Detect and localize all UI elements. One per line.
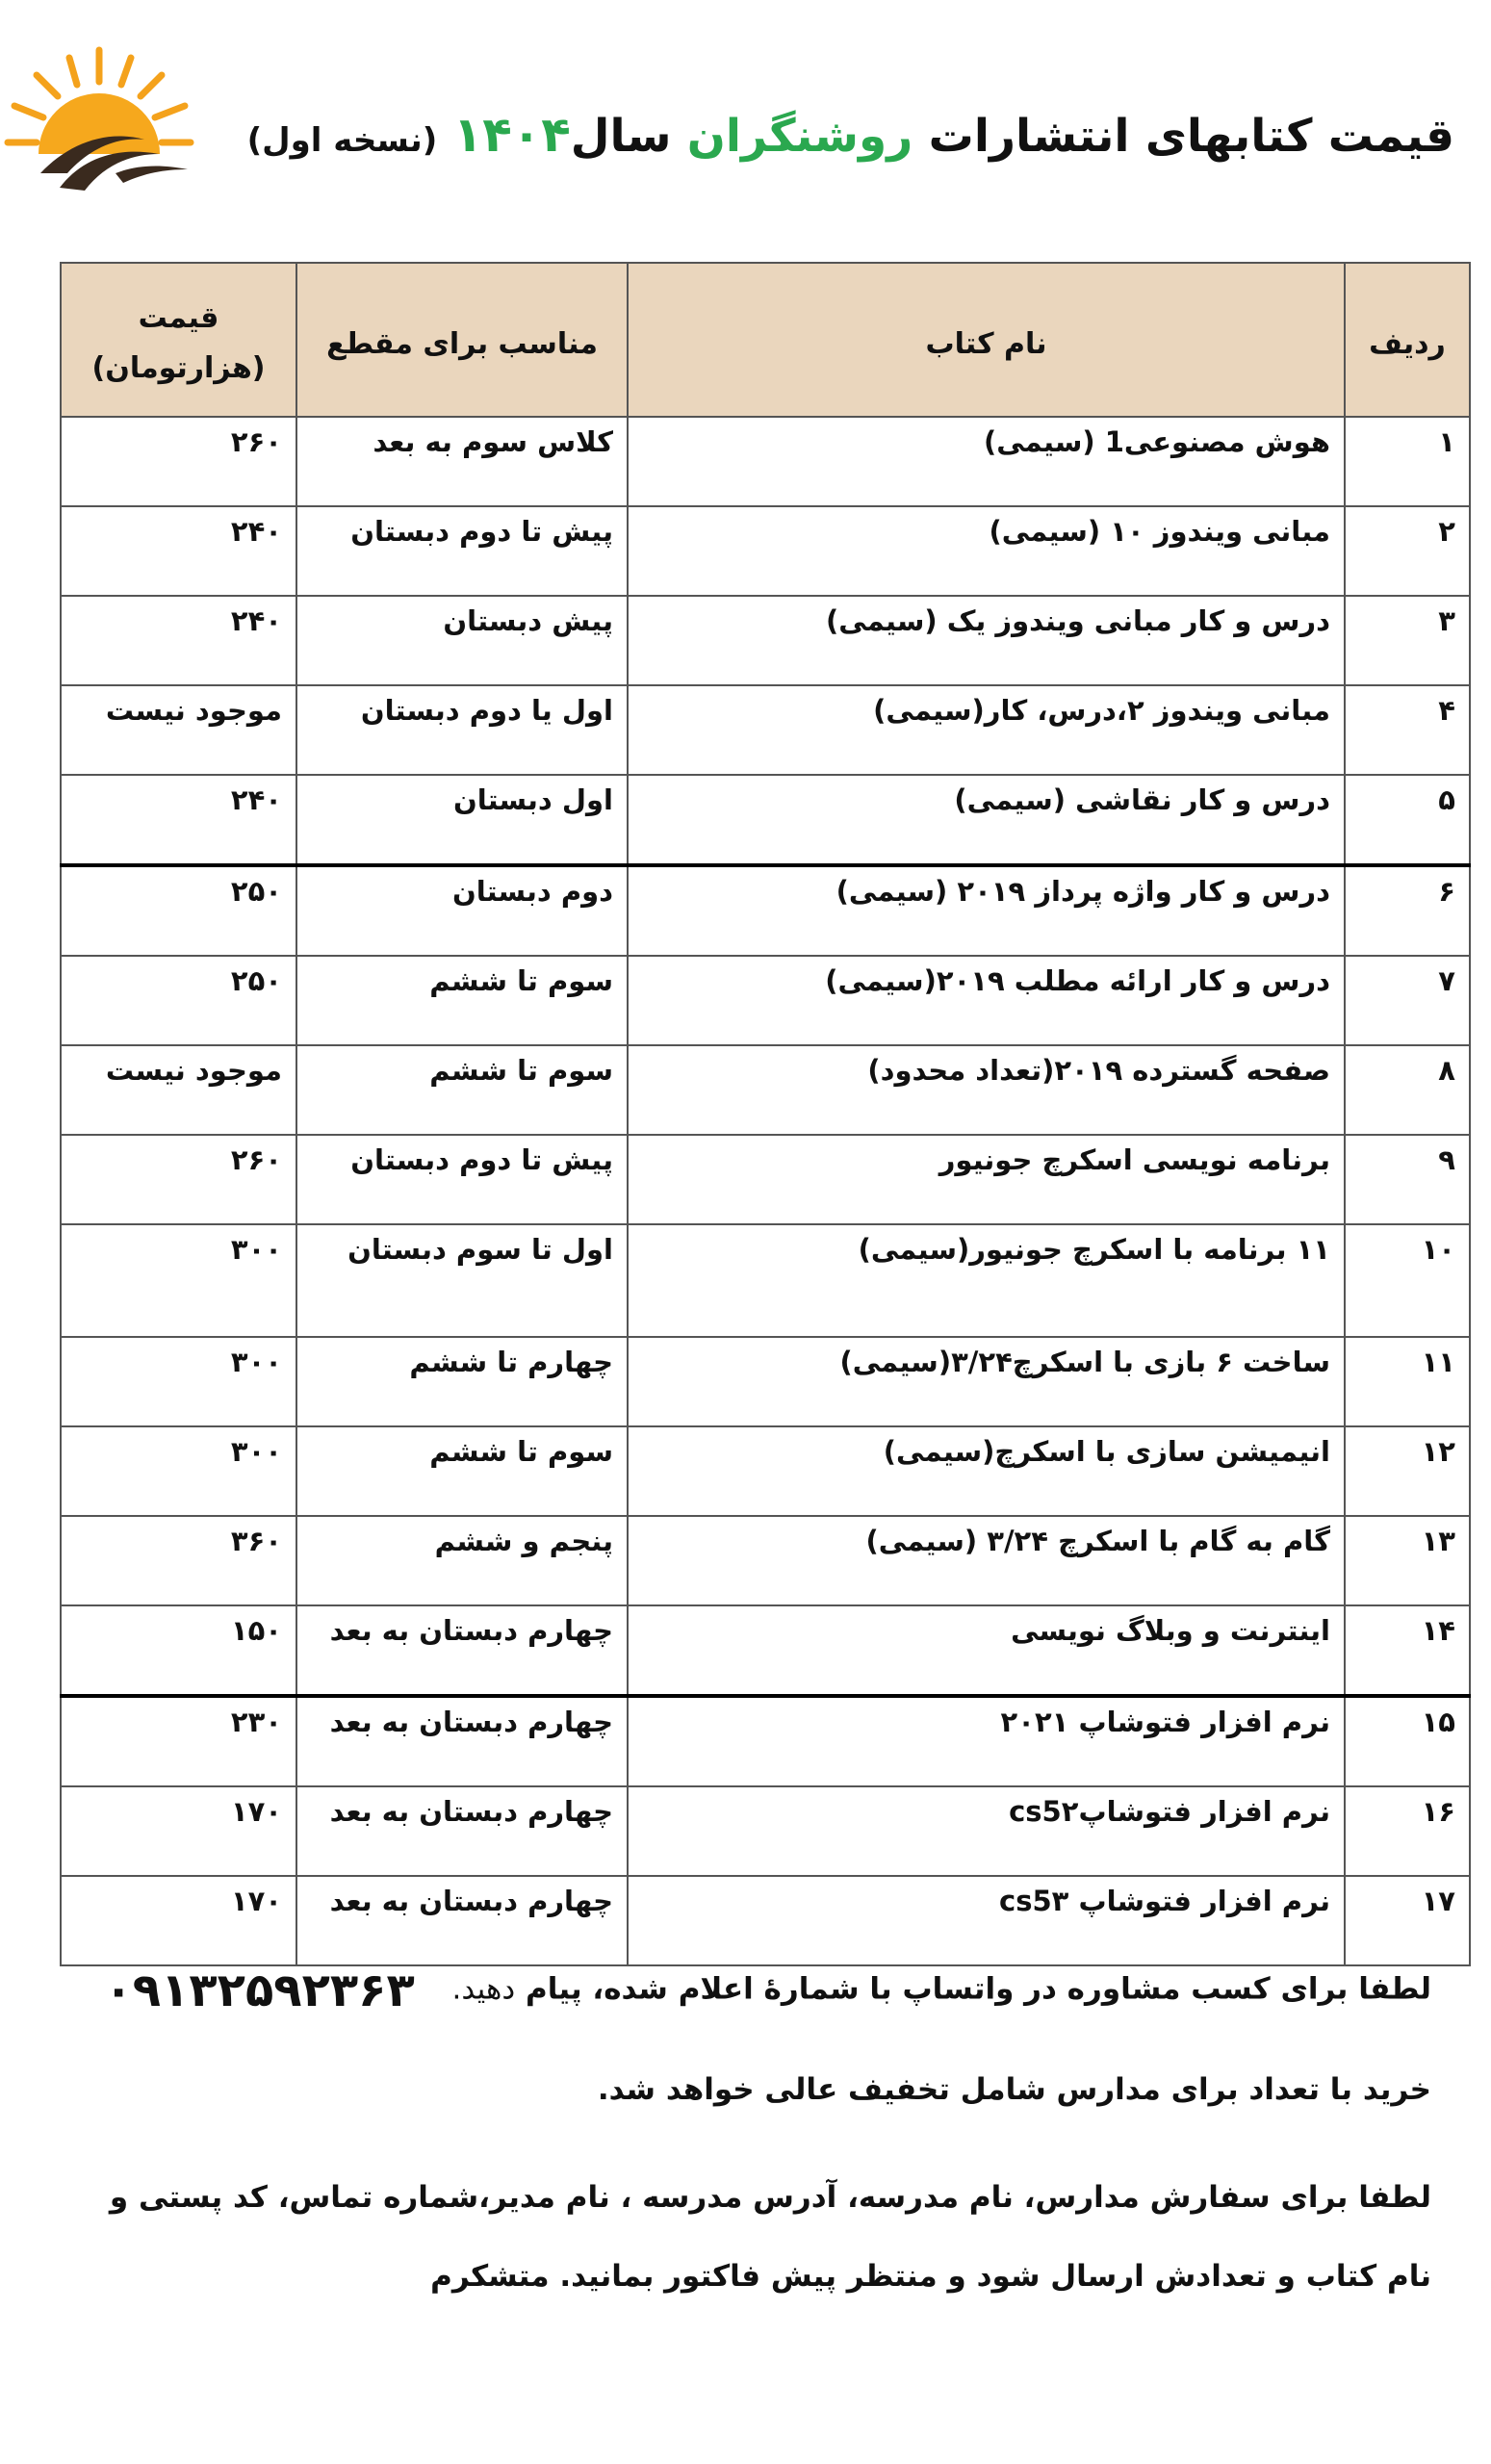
grade-level: پیش دبستان	[296, 596, 628, 685]
grade-level: چهارم دبستان به بعد	[296, 1696, 628, 1786]
book-price: ۳۰۰	[61, 1426, 296, 1516]
book-name: مبانی ویندوز ۱۰ (سیمی)	[628, 506, 1345, 596]
row-index: ۵	[1345, 775, 1470, 865]
row-index: ۷	[1345, 956, 1470, 1045]
consult-text-end: دهید.	[451, 1971, 516, 2007]
row-index: ۹	[1345, 1135, 1470, 1224]
header-price-unit: (هزارتومان)	[91, 351, 266, 385]
book-name: ۱۱ برنامه با اسکرچ جونیور(سیمی)	[628, 1224, 1345, 1337]
table-header-row	[61, 263, 1470, 417]
phone-number[interactable]: ۰۹۱۳۲۵۹۲۳۶۳	[104, 1964, 415, 2017]
grade-level: کلاس سوم به بعد	[296, 417, 628, 506]
book-name: اینترنت و وبلاگ نویسی	[628, 1605, 1345, 1696]
grade-level: اول تا سوم دبستان	[296, 1224, 628, 1337]
row-index: ۸	[1345, 1045, 1470, 1135]
book-price: موجود نیست	[61, 685, 296, 775]
row-index: ۲	[1345, 506, 1470, 596]
book-name: درس و کار مبانی ویندوز یک (سیمی)	[628, 596, 1345, 685]
book-price: ۲۳۰	[61, 1696, 296, 1786]
discount-note: خرید با تعداد برای مدارس شامل تخفیف عالی خواهد شد.	[597, 2072, 1431, 2107]
book-name: برنامه نویسی اسکرچ جونیور	[628, 1135, 1345, 1224]
book-name: انیمیشن سازی با اسکرچ(سیمی)	[628, 1426, 1345, 1516]
table-row	[61, 1426, 1470, 1516]
table-row	[61, 1786, 1470, 1876]
table-row	[61, 775, 1470, 865]
table-row	[61, 1224, 1470, 1337]
book-price: ۲۵۰	[61, 956, 296, 1045]
book-price: ۲۶۰	[61, 417, 296, 506]
book-price: ۲۴۰	[61, 775, 296, 865]
consult-note	[104, 1964, 1431, 2017]
table-row	[61, 596, 1470, 685]
year-prefix: سال	[570, 110, 672, 163]
book-price: ۳۰۰	[61, 1224, 296, 1337]
table-row	[61, 1696, 1470, 1786]
title-prefix: قیمت کتابهای انتشارات	[928, 110, 1454, 163]
row-index: ۱۲	[1345, 1426, 1470, 1516]
book-price: ۳۶۰	[61, 1516, 296, 1605]
table-row	[61, 1337, 1470, 1426]
header-price-label: قیمت	[138, 301, 219, 335]
book-price: ۳۰۰	[61, 1337, 296, 1426]
grade-level: سوم تا ششم	[296, 1045, 628, 1135]
grade-level: پیش تا دوم دبستان	[296, 1135, 628, 1224]
edition-label: (نسخه اول)	[246, 121, 438, 160]
brand-name: روشنگران	[686, 110, 913, 163]
book-price: ۱۵۰	[61, 1605, 296, 1696]
grade-level: سوم تا ششم	[296, 956, 628, 1045]
book-name: هوش مصنوعی1 (سیمی)	[628, 417, 1345, 506]
grade-level: سوم تا ششم	[296, 1426, 628, 1516]
book-price: ۲۴۰	[61, 596, 296, 685]
book-price: ۲۵۰	[61, 865, 296, 956]
table-row	[61, 685, 1470, 775]
book-name: درس و کار واژه پرداز ۲۰۱۹ (سیمی)	[628, 865, 1345, 956]
book-price: ۲۶۰	[61, 1135, 296, 1224]
grade-level: چهارم دبستان به بعد	[296, 1605, 628, 1696]
row-index: ۱۱	[1345, 1337, 1470, 1426]
table-row	[61, 865, 1470, 956]
row-index: ۱۴	[1345, 1605, 1470, 1696]
book-name: ساخت ۶ بازی با اسکرچ۳/۲۴(سیمی)	[628, 1337, 1345, 1426]
row-index: ۳	[1345, 596, 1470, 685]
header-price	[61, 263, 296, 417]
book-name: درس و کار نقاشی (سیمی)	[628, 775, 1345, 865]
row-index: ۱۰	[1345, 1224, 1470, 1337]
book-name: نرم افزار فتوشاپcs5۲	[628, 1786, 1345, 1876]
row-index: ۱۳	[1345, 1516, 1470, 1605]
table-row	[61, 1045, 1470, 1135]
grade-level: اول یا دوم دبستان	[296, 685, 628, 775]
row-index: ۱	[1345, 417, 1470, 506]
row-index: ۴	[1345, 685, 1470, 775]
row-index: ۱۵	[1345, 1696, 1470, 1786]
grade-level: اول دبستان	[296, 775, 628, 865]
grade-level: پیش تا دوم دبستان	[296, 506, 628, 596]
row-index: ۱۶	[1345, 1786, 1470, 1876]
page-title	[246, 96, 1454, 179]
grade-level: پنجم و ششم	[296, 1516, 628, 1605]
table-row	[61, 1876, 1470, 1965]
table-row	[61, 1135, 1470, 1224]
row-index: ۶	[1345, 865, 1470, 956]
order-note: لطفا برای سفارش مدارس، نام مدرسه، آدرس مدرسه ، نام مدیر،شماره تماس، کد پستی و نام کتاب و تعدادش ارسال شود و منتظر پیش فاکتور بمانید. متشکرم	[109, 2180, 1431, 2294]
book-name: صفحه گسترده ۲۰۱۹(تعداد محدود)	[628, 1045, 1345, 1135]
table-row	[61, 417, 1470, 506]
table-row	[61, 1516, 1470, 1605]
grade-level: چهارم تا ششم	[296, 1337, 628, 1426]
book-price: ۱۷۰	[61, 1876, 296, 1965]
table-row	[61, 506, 1470, 596]
header-index: ردیف	[1345, 263, 1470, 417]
book-price: ۲۴۰	[61, 506, 296, 596]
consult-text: لطفا برای کسب مشاوره در واتساپ با شمارۀ اعلام شده، پیام	[525, 1971, 1431, 2007]
grade-level: چهارم دبستان به بعد	[296, 1876, 628, 1965]
row-index: ۱۷	[1345, 1876, 1470, 1965]
table-row	[61, 1605, 1470, 1696]
book-name: درس و کار ارائه مطلب ۲۰۱۹(سیمی)	[628, 956, 1345, 1045]
book-name: نرم افزار فتوشاپ cs5۳	[628, 1876, 1345, 1965]
price-table	[60, 262, 1471, 1966]
book-name: نرم افزار فتوشاپ ۲۰۲۱	[628, 1696, 1345, 1786]
grade-level: چهارم دبستان به بعد	[296, 1786, 628, 1876]
header-book-name: نام کتاب	[628, 263, 1345, 417]
book-price: ۱۷۰	[61, 1786, 296, 1876]
book-name: مبانی ویندوز ۲،درس، کار(سیمی)	[628, 685, 1345, 775]
book-name: گام به گام با اسکرچ ۳/۲۴ (سیمی)	[628, 1516, 1345, 1605]
sunrise-logo	[0, 29, 197, 197]
header-grade: مناسب برای مقطع	[296, 263, 628, 417]
year: ۱۴۰۴	[452, 107, 571, 163]
book-price: موجود نیست	[61, 1045, 296, 1135]
grade-level: دوم دبستان	[296, 865, 628, 956]
table-row	[61, 956, 1470, 1045]
